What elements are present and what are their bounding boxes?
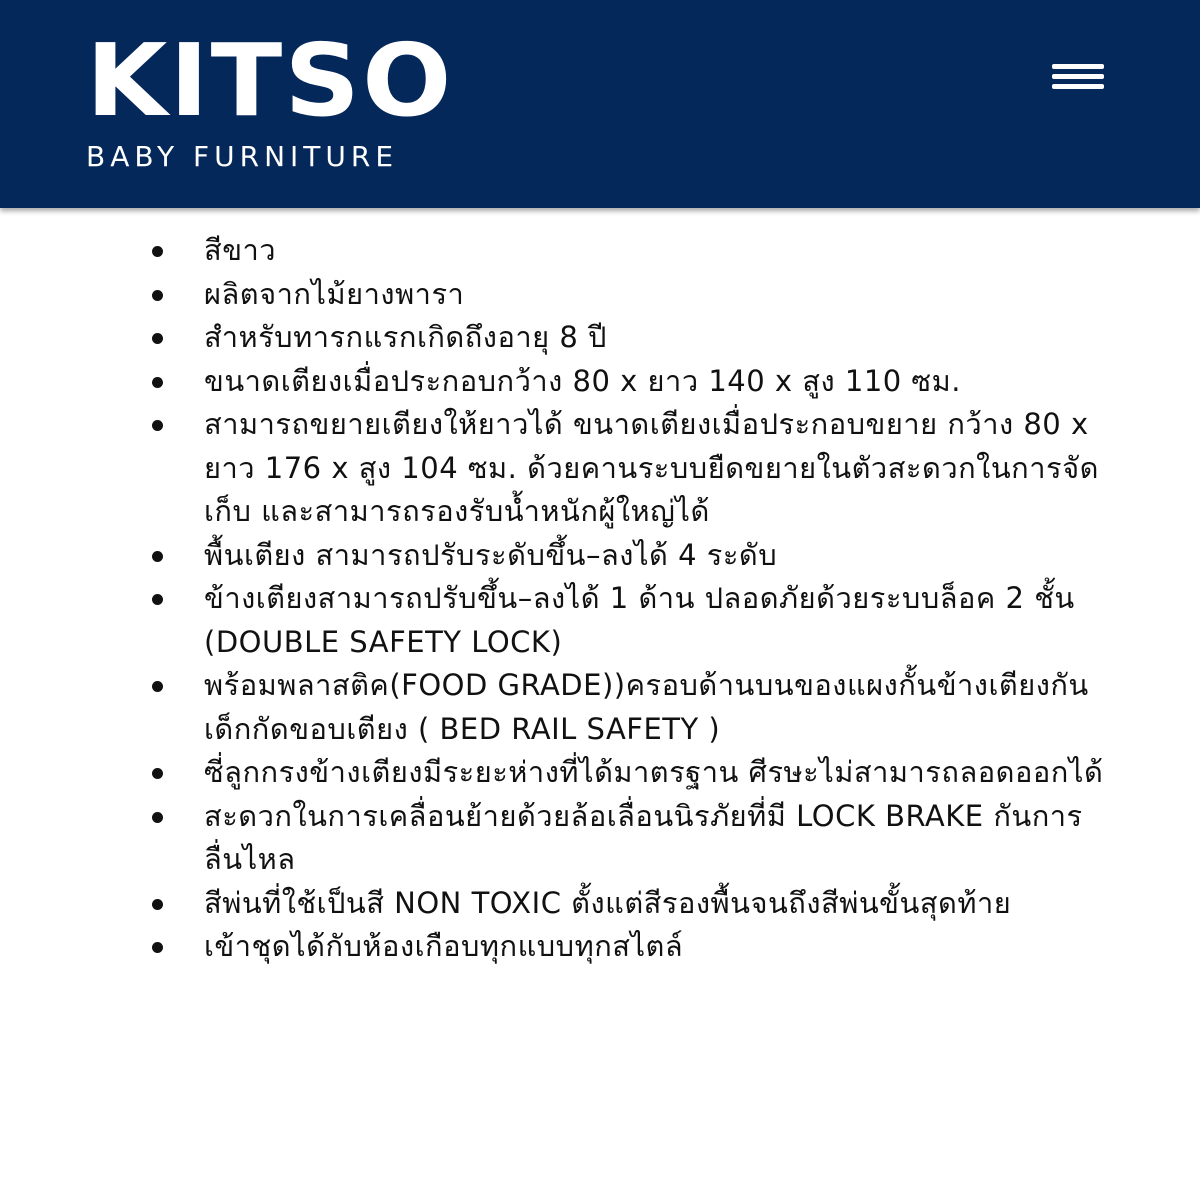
- bullet-icon: [152, 594, 163, 605]
- brand-tagline: BABY FURNITURE: [86, 140, 399, 173]
- bullet-icon: [152, 551, 163, 562]
- menu-button[interactable]: [1048, 60, 1108, 94]
- bullet-icon: [152, 246, 163, 257]
- menu-bar: [1052, 84, 1104, 89]
- feature-text: สามารถขยายเตียงให้ยาวได้ ขนาดเตียงเมื่อประกอบขยาย กว้าง 80 x ยาว 176 x สูง 104 ซม. ด้วยคานระบบยืดขยายในตัวสะดวกในการจัดเก็บ และสามารถรองรับน้ำหนักผู้ใหญ่ได้: [204, 407, 1099, 528]
- feature-text: สีขาว: [204, 233, 277, 267]
- feature-text: ซี่ลูกกรงข้างเตียงมีระยะห่างที่ได้มาตรฐาน ศีรษะไม่สามารถลอดออกได้: [204, 755, 1104, 789]
- list-item: [0, 751, 1200, 795]
- bullet-icon: [152, 768, 163, 779]
- bullet-icon: [152, 377, 163, 388]
- feature-text: ผลิตจากไม้ยางพารา: [204, 276, 465, 311]
- list-item: [0, 882, 1200, 926]
- brand-logo[interactable]: [86, 22, 454, 174]
- list-item: [0, 316, 1200, 360]
- bullet-icon: [152, 420, 163, 431]
- bullet-icon: [152, 899, 163, 910]
- list-item: [0, 273, 1200, 317]
- bullet-icon: [152, 333, 163, 344]
- list-item: [0, 403, 1200, 534]
- feature-text: พร้อมพลาสติค(FOOD GRADE))ครอบด้านบนของแผงกั้นข้างเตียงกันเด็กกัดขอบเตียง ( BED RAIL SAFETY ): [204, 668, 1089, 746]
- list-item: [0, 925, 1200, 969]
- list-item: [0, 534, 1200, 578]
- feature-text: ขนาดเตียงเมื่อประกอบกว้าง 80 x ยาว 140 x สูง 110 ซม.: [204, 363, 961, 398]
- list-item: [0, 795, 1200, 882]
- list-item: [0, 229, 1200, 273]
- brand-name: KITSO: [86, 22, 454, 139]
- feature-text: สีพ่นที่ใช้เป็นสี NON TOXIC ตั้งแต่สีรองพื้นจนถึงสีพ่นขั้นสุดท้าย: [204, 885, 1012, 920]
- list-item: [0, 664, 1200, 751]
- menu-bar: [1052, 74, 1104, 79]
- feature-list: [0, 229, 1200, 969]
- feature-text: เข้าชุดได้กับห้องเกือบทุกแบบทุกสไตล์: [204, 929, 684, 963]
- site-header: [0, 0, 1200, 208]
- list-item: [0, 360, 1200, 404]
- feature-text: สำหรับทารกแรกเกิดถึงอายุ 8 ปี: [204, 320, 607, 354]
- bullet-icon: [152, 681, 163, 692]
- bullet-icon: [152, 942, 163, 953]
- bullet-icon: [152, 290, 163, 301]
- list-item: [0, 577, 1200, 664]
- menu-bar: [1052, 64, 1104, 69]
- bullet-icon: [152, 812, 163, 823]
- feature-text: ข้างเตียงสามารถปรับขึ้น–ลงได้ 1 ด้าน ปลอดภัยด้วยระบบล็อค 2 ชั้น (DOUBLE SAFETY LOCK): [204, 581, 1075, 659]
- feature-text: สะดวกในการเคลื่อนย้ายด้วยล้อเลื่อนนิรภัยที่มี LOCK BRAKE กันการลื่นไหล: [204, 798, 1083, 876]
- feature-text: พื้นเตียง สามารถปรับระดับขึ้น–ลงได้ 4 ระดับ: [204, 537, 778, 572]
